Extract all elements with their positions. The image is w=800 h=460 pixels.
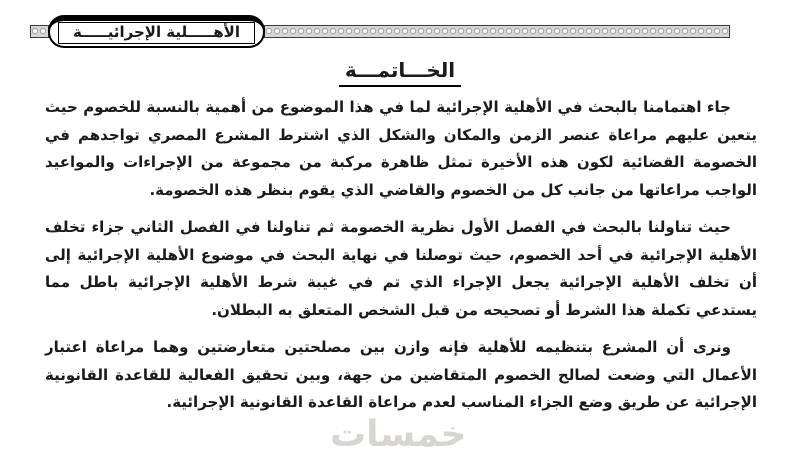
running-head-label: الأهـــــلية الإجرائيـــــة bbox=[58, 22, 255, 44]
paragraph-1: جاء اهتمامنا بالبحث في الأهلية الإجرائية لما في هذا الموضوع من أهمية بالنسبة للخصوم حيث يتعين عليهم مراعاة عنصر الزمن والمكان والشكل الذي اشترط المشرع المصري تواجدهم في الخصومة القضائية لكون هذه الأخيرة تمثل ظاهرة مركبة من مجموعة من الإجراءات والمواعيد الواجب مراعاتها من جانب كل من الخصوم والقاضي الذي يقوم بنظر هذه الخصومة. bbox=[45, 98, 757, 199]
page-header bbox=[30, 15, 730, 47]
paragraph-3: ونرى أن المشرع بتنظيمه للأهلية فإنه وازن بين مصلحتين متعارضتين وهما مراعاة اعتبار الأعمال التي وضعت لصالح الخصوم المتقاضين من جهة، وبين تحقيق الفعالية للقاعدة القانونية الإجرائية عن طريق وضع الجزاء المناسب لعدم مراعاة القاعدة القانونية الإجرائية. bbox=[45, 338, 757, 411]
running-head-badge bbox=[48, 15, 265, 48]
chain-ornament-left-icon bbox=[30, 25, 49, 38]
body-text bbox=[45, 94, 757, 417]
page-title: الخـــاتمـــة bbox=[339, 58, 461, 87]
watermark-text: خمسات bbox=[330, 414, 467, 455]
chain-ornament-rule-icon bbox=[264, 25, 730, 38]
title-row bbox=[0, 58, 800, 87]
paragraph-2: حيث تناولنا بالبحث في الفصل الأول نظرية الخصومة ثم تناولنا في الفصل الثاني جزاء تخلف الأهلية الإجرائية في أحد الخصوم، حيث توصلنا في نهاية البحث في موضوع الأهلية الإجرائية إلى أن تخلف الأهلية الإجرائية يجعل الإجراء الذي تم في غيبة شرط الأهلية الإجرائية باطل مما يستدعي تكملة هذا الشرط أو تصحيحه من قبل الشخص المتعلق به البطلان. bbox=[45, 218, 757, 319]
